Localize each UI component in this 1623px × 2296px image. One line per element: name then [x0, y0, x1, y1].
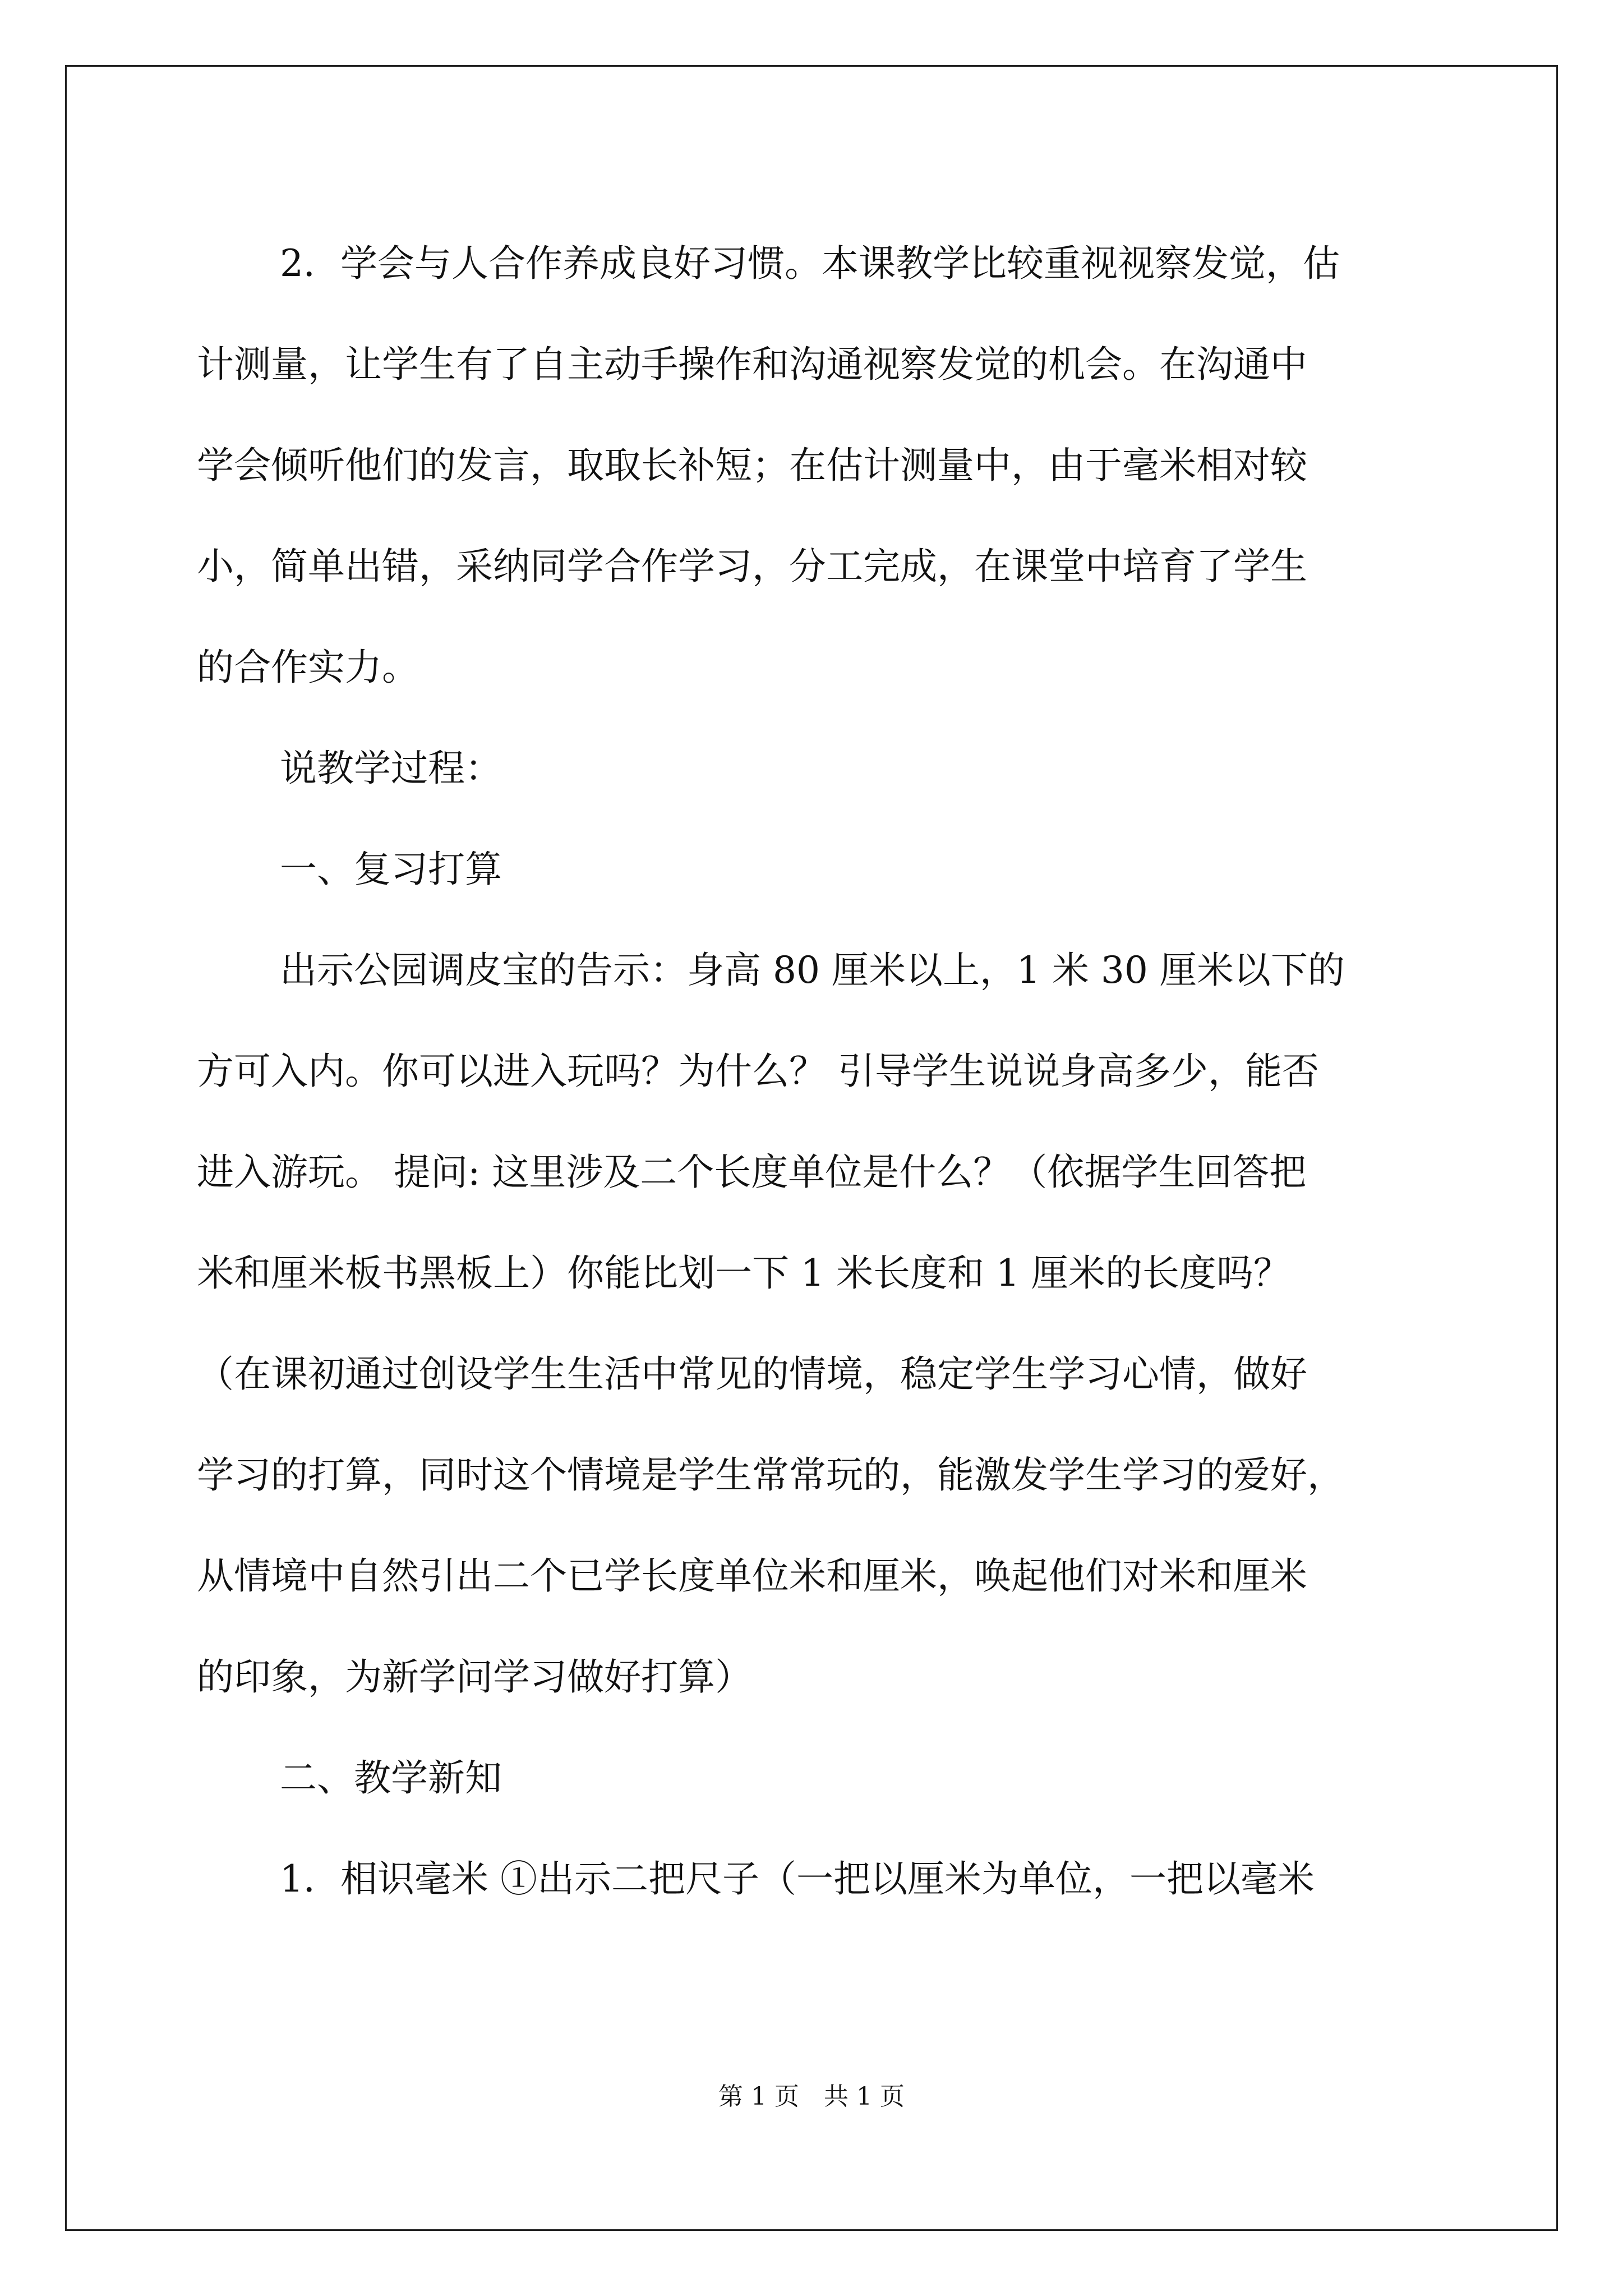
- paragraph-line: 方可入内。你可以进入玩吗？为什么？ 引导学生说说身高多少，能否: [197, 1050, 1319, 1093]
- paragraph-line: 学习的打算，同时这个情境是学生常常玩的，能激发学生学习的爱好，: [197, 1453, 1344, 1497]
- section-heading: 二、教学新知: [280, 1756, 502, 1800]
- paragraph-line: 2．学会与人合作养成良好习惯。本课教学比较重视视察发觉，估: [280, 242, 1340, 285]
- paragraph-line: 出示公园调皮宝的告示：身高 80 厘米以上，1 米 30 厘米以下的: [280, 949, 1345, 992]
- section-heading: 说教学过程：: [280, 747, 502, 790]
- paragraph-line: 进入游玩。 提问: 这里涉及二个长度单位是什么？（依据学生回答把: [197, 1151, 1307, 1194]
- paragraph-line: 的印象，为新学问学习做好打算）: [197, 1655, 752, 1699]
- section-heading: 一、复习打算: [280, 848, 502, 891]
- paragraph-line: 学会倾听他们的发言，取取长补短；在估计测量中，由于毫米相对较: [197, 444, 1307, 487]
- paragraph-line: 小，简单出错，采纳同学合作学习，分工完成，在课堂中培育了学生: [197, 545, 1307, 588]
- document-body: [197, 213, 1425, 1930]
- paragraph-line: 从情境中自然引出二个已学长度单位米和厘米，唤起他们对米和厘米: [197, 1554, 1307, 1598]
- page-number-footer: 第 1 页 共 1 页: [718, 2082, 905, 2111]
- paragraph-line: 米和厘米板书黑板上）你能比划一下 1 米长度和 1 厘米的长度吗？: [197, 1251, 1290, 1295]
- paragraph-line: 计测量，让学生有了自主动手操作和沟通视察发觉的机会。在沟通中: [197, 343, 1307, 386]
- paragraph-line: 的合作实力。: [197, 646, 419, 689]
- paragraph-line: 1．相识毫米 ①出示二把尺子（一把以厘米为单位，一把以毫米: [280, 1857, 1315, 1901]
- paragraph-line: （在课初通过创设学生生活中常见的情境，稳定学生学习心情，做好: [197, 1352, 1307, 1396]
